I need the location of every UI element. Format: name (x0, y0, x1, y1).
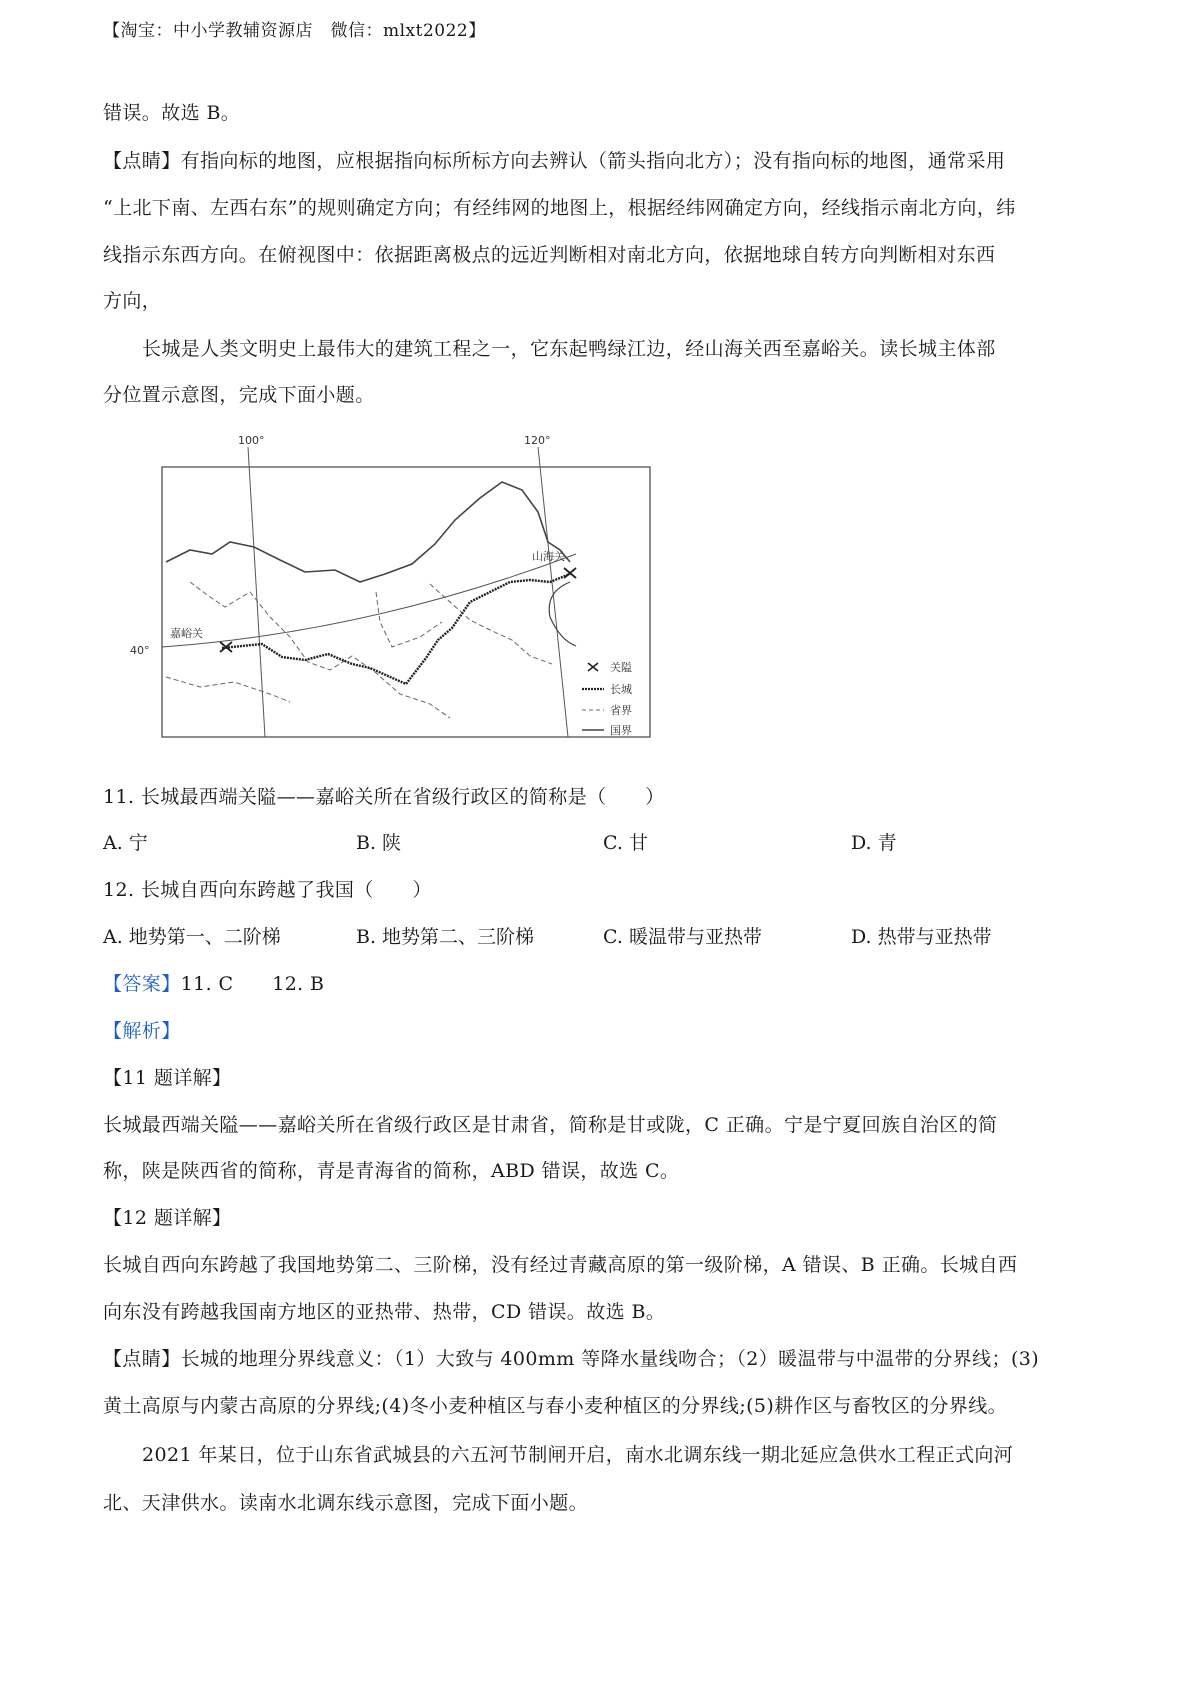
note1-line-4: 方向， (103, 290, 162, 312)
q11-stem: 11. 长城最西端关隘——嘉峪关所在省级行政区的简称是（ ） (103, 786, 665, 808)
analysis-tag: 【解析】 (103, 1020, 181, 1042)
intro-line-2: 分位置示意图，完成下面小题。 (103, 384, 375, 406)
detail-11-line-2: 称，陕是陕西省的简称，青是青海省的简称，ABD 错误，故选 C。 (103, 1160, 680, 1182)
prev-conclusion: 错误。故选 B。 (103, 102, 241, 124)
note2-line-2: 黄土高原与内蒙古高原的分界线;(4)冬小麦种植区与春小麦种植区的分界线;(5)耕作区与畜牧区的分界线。 (103, 1395, 1008, 1417)
q12-option-a: A. 地势第一、二阶梯 (103, 926, 281, 948)
detail-12-line-1: 长城自西向东跨越了我国地势第二、三阶梯，没有经过青藏高原的第一级阶梯，A 错误、B 正确。长城自西 (103, 1254, 1018, 1276)
jiayuguan-marker (220, 642, 232, 652)
lon-100-label: 100° (238, 434, 265, 447)
q11-option-b: B. 陕 (356, 832, 402, 854)
shanhaiguan-label: 山海关 (532, 550, 565, 563)
map-svg (130, 432, 730, 752)
q12-option-d: D. 热带与亚热带 (851, 926, 992, 948)
legend-province: 省界 (610, 704, 632, 717)
map-legend (582, 661, 632, 737)
note1-line-2: “上北下南、左西右东”的规则确定方向；有经纬网的地图上，根据经纬网确定方向，经线指示南北方向，纬 (103, 197, 1016, 219)
intro-line-1: 长城是人类文明史上最伟大的建筑工程之一，它东起鸭绿江边，经山海关西至嘉峪关。读长城主体部 (142, 338, 996, 360)
legend-pass: 关隘 (610, 661, 632, 674)
detail-11-line-1: 长城最西端关隘——嘉峪关所在省级行政区是甘肃省，简称是甘或陇，C 正确。宁是宁夏回族自治区的简 (103, 1114, 998, 1136)
header-watermark: 【淘宝：中小学教辅资源店 微信：mlxt2022】 (103, 21, 486, 41)
q12-option-b: B. 地势第二、三阶梯 (356, 926, 535, 948)
meridian-120 (538, 447, 568, 737)
jiayuguan-label: 嘉峪关 (170, 627, 203, 640)
lon-120-label: 120° (524, 434, 551, 447)
note1-line-1: 【点睛】有指向标的地图，应根据指向标所标方向去辨认（箭头指向北方）；没有指向标的地图，通常采用 (103, 150, 1006, 172)
answer-line (103, 969, 1103, 996)
detail-12-title: 【12 题详解】 (103, 1207, 232, 1229)
answer-tag: 【答案】 (103, 973, 181, 995)
answer-text: 11. C 12. B (180, 973, 325, 995)
national-border (166, 482, 570, 582)
intro2-line-1: 2021 年某日，位于山东省武城县的六五河节制闸开启，南水北调东线一期北延应急供水工程正式向河 (142, 1444, 1014, 1466)
q11-option-a: A. 宁 (103, 832, 148, 854)
q11-option-d: D. 青 (851, 832, 897, 854)
latitude-40 (162, 554, 576, 647)
great-wall-map (130, 432, 730, 752)
legend-national: 国界 (610, 724, 632, 737)
legend-wall: 长城 (610, 683, 632, 696)
detail-12-line-2: 向东没有跨越我国南方地区的亚热带、热带，CD 错误。故选 B。 (103, 1301, 666, 1323)
shanhaiguan-marker (564, 568, 576, 578)
lat-40-label: 40° (130, 644, 150, 657)
province-border-3 (166, 677, 290, 702)
note1-line-3: 线指示东西方向。在俯视图中：依据距离极点的远近判断相对南北方向，依据地球自转方向判断相对东西 (103, 244, 996, 266)
great-wall-line (222, 574, 570, 684)
note2-line-1: 【点睛】长城的地理分界线意义：（1）大致与 400mm 等降水量线吻合；（2）暖温带与中温带的分界线；(3) (103, 1348, 1040, 1370)
q11-option-c: C. 甘 (603, 832, 648, 854)
q12-option-c: C. 暖温带与亚热带 (603, 926, 762, 948)
note1-tag: 【点睛】 (103, 150, 181, 172)
detail-11-title: 【11 题详解】 (103, 1067, 232, 1089)
intro2-line-2: 北、天津供水。读南水北调东线示意图，完成下面小题。 (103, 1492, 589, 1514)
q12-stem: 12. 长城自西向东跨越了我国（ ） (103, 879, 432, 901)
